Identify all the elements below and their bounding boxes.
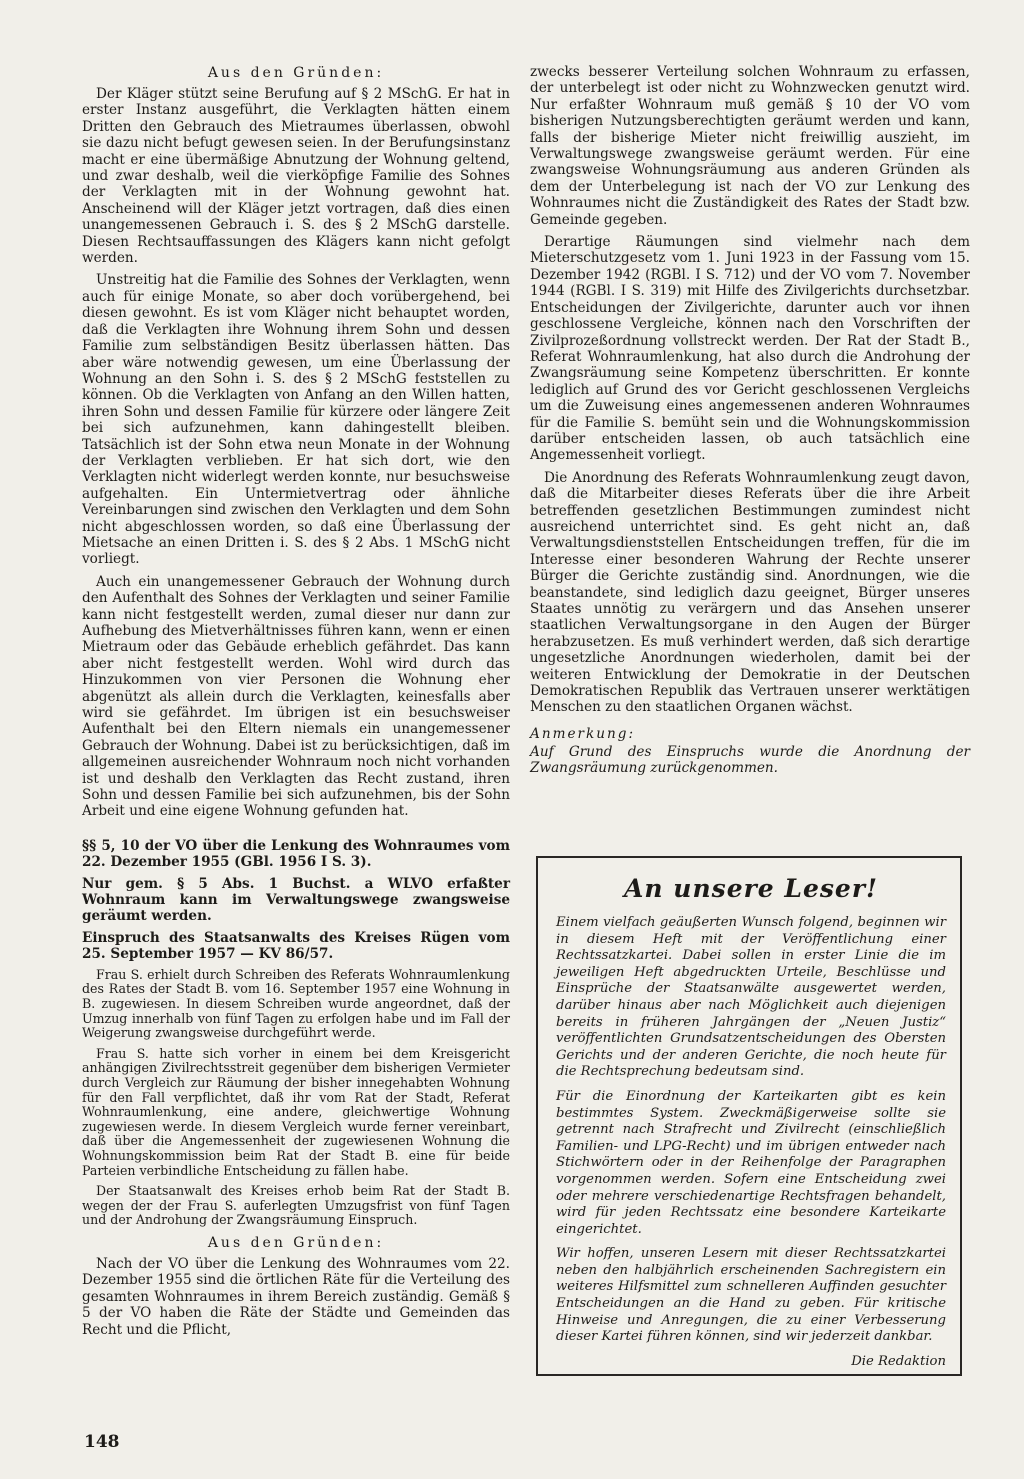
notice-paragraph: Für die Einordnung der Karteikarten gibt es kein bestimmtes System. Zweckmäßigerweise sollte sie getrennt nach Strafrecht und Zivilrecht (einschließlich Familien- und LPG-Recht) und im übrigen entweder nach Stichwörtern oder in der Reihenfolge der Paragraphen vorgenommen werden. Sofern eine Entscheidung zwei oder mehrere verschiedenartige Rechtsfragen behandelt, wird für jeden Rechtssatz eine besondere Karteikarte eingerichtet. xyxy=(556,1088,946,1237)
law-reference-heading: §§ 5, 10 der VO über die Lenkung des Wohnraumes vom 22. Dezember 1955 (GBl. 1956 I S. 3). xyxy=(82,837,510,870)
paragraph: Nach der VO über die Lenkung des Wohnraumes vom 22. Dezember 1955 sind die örtlichen Räte für die Verteilung des gesamten Wohnraumes in ihrem Bereich zuständig. Gemäß § 5 der VO haben die Räte der Städte und Gemeinden das Recht und die Pflicht, xyxy=(82,1255,510,1338)
legal-principle: Nur gem. § 5 Abs. 1 Buchst. a WLVO erfaßter Wohnraum kann im Verwaltungswege zwangsweise geräumt werden. xyxy=(82,875,510,924)
left-column xyxy=(82,64,510,1344)
section-heading-reasons: Aus den Gründen: xyxy=(207,65,385,81)
notice-title: An unsere Leser! xyxy=(623,874,878,903)
notice-paragraph: Wir hoffen, unseren Lesern mit dieser Rechtssatzkartei neben den halbjährlich erscheinenden Sachregistern ein weiteres Hilfsmittel zum schnelleren Auffinden gesuchter Entscheidungen an die Hand zu geben. Für kritische Hinweise und Anregungen, die zu einer Verbesserung dieser Kartei führen können, sind wir jederzeit dankbar. xyxy=(556,1246,946,1345)
paragraph: Derartige Räumungen sind vielmehr nach dem Mieterschutzgesetz vom 1. Juni 1923 in der Fassung vom 15. Dezember 1942 (RGBl. I S. 712) und der VO vom 7. November 1944 (RGBl. I S. 319) mit Hilfe des Zivilgerichts durchsetzbar. Entscheidungen der Zivilgerichte, darunter auch vor ihnen geschlossene Vergleiche, können nach den Vorschriften der Zivilprozeßordnung vollstreckt werden. Der Rat der Stadt B., Referat Wohnraumlenkung, hat also durch die Androhung der Zwangsräumung seine Kompetenz überschritten. Er konnte lediglich auf Grund des vor Gericht geschlossenen Vergleichs um die Zuweisung eines angemessenen anderen Wohnraumes für die Familie S. bemüht sein und die Wohnungskommission darüber entscheiden lassen, ob auch tatsächlich eine Angemessenheit vorliegt. xyxy=(530,234,970,464)
paragraph: Der Staatsanwalt des Kreises erhob beim Rat der Stadt B. wegen der der Frau S. auferlegten Umzugsfrist von fünf Tagen und der Androhung der Zwangsräumung Einspruch. xyxy=(82,1183,510,1228)
paragraph: Unstreitig hat die Familie des Sohnes der Verklagten, wenn auch für einige Monate, so aber doch vorübergehend, bei diesen gewohnt. Es ist vom Kläger nicht behauptet worden, daß die Verklagten ihre Wohnung ihrem Sohn und dessen Familie zum selbständigen Besitz überlassen hätten. Das aber wäre notwendig gewesen, um eine Überlassung der Wohnung an den Sohn i. S. des § 2 MSchG feststellen zu können. Ob die Verklagten von Anfang an den Willen hatten, ihren Sohn und dessen Familie für kürzere oder längere Zeit bei sich aufzunehmen, kann dahingestellt bleiben. Tatsächlich ist der Sohn etwa neun Monate in der Wohnung der Verklagten verblieben. Er hat sich dort, wie den Verklagten nicht widerlegt werden konnte, nur besuchsweise aufgehalten. Ein Untermietvertrag oder ähnliche Vereinbarungen sind zwischen den Verklagten und dem Sohn nicht abgeschlossen worden, so daß eine Überlassung der Mietsache an einen Dritten i. S. des § 2 Abs. 1 MSchG nicht vorliegt. xyxy=(82,272,510,568)
paragraph: zwecks besserer Verteilung solchen Wohnraum zu erfassen, der unterbelegt ist oder nicht zu Wohnzwecken genutzt wird. Nur erfaßter Wohnraum muß gemäß § 10 der VO vom bisherigen Nutzungsberechtigten geräumt werden und kann, falls der bisherige Mieter nicht freiwillig auszieht, im Verwaltungswege zwangsweise geräumt werden. Für eine zwangsweise Wohnungsräumung aus anderen Gründen als dem der Unterbelegung ist nach der VO zur Lenkung des Wohnraumes nicht die Zuständigkeit des Rates der Stadt bzw. Gemeinde gegeben. xyxy=(530,64,970,228)
section-heading-reasons: Aus den Gründen: xyxy=(207,1234,385,1251)
case-facts xyxy=(82,968,510,1228)
paragraph: Frau S. erhielt durch Schreiben des Referats Wohnraumlenkung des Rates der Stadt B. vom 16. September 1957 eine Wohnung in B. zugewiesen. In diesem Schreiben wurde angeordnet, daß der Umzug innerhalb von fünf Tagen zu erfolgen habe und im Fall der Weigerung zwangsweise durchgeführt werde. xyxy=(82,966,510,1041)
annotation-label: Anmerkung: xyxy=(530,725,636,742)
paragraph: Die Anordnung des Referats Wohnraumlenkung zeugt davon, daß die Mitarbeiter dieses Referats über die ihre Arbeit betreffenden gesetzlichen Bestimmungen zumindest nicht ausreichend unterrichtet sind. Es geht nicht an, daß Verwaltungsdienststellen Entscheidungen treffen, für die im Interesse einer besonderen Wahrung der Rechte unserer Bürger die Gerichte zuständig sind. Anordnungen, wie die beanstandete, sind lediglich dazu geeignet, Bürger unseres Staates unnötig zu verärgern und das Ansehen unserer staatlichen Verwaltungsorgane in den Augen der Bürger herabzusetzen. Es muß verhindert werden, daß sich derartige ungesetzliche Anordnungen wiederholen, damit bei der weiteren Entwicklung der Demokratie in der Deutschen Demokratischen Republik das Vertrauen unserer werktätigen Menschen zu den staatlichen Organen wächst. xyxy=(530,469,970,716)
paragraph: Frau S. hatte sich vorher in einem bei dem Kreisgericht anhängigen Zivilrechtsstreit gegenüber dem bisherigen Vermieter durch Vergleich zur Räumung der bisher innegehabten Wohnung für den Fall verpflichtet, daß ihr vom Rat der Stadt, Referat Wohnraumlenkung, eine andere, gleichwertige Wohnung zugewiesen werde. In diesem Vergleich wurde ferner vereinbart, daß über die Angemessenheit der zugewiesenen Wohnung die Wohnungskommission beim Rat der Stadt B. eine für beide Parteien verbindliche Entscheidung zu fällen habe. xyxy=(82,1045,510,1178)
paragraph: Der Kläger stützt seine Berufung auf § 2 MSchG. Er hat in erster Instanz ausgeführt, die Verklagten hätten einem Dritten den Gebrauch des Mietraumes überlassen, obwohl sie dazu nicht befugt gewesen seien. In der Berufungsinstanz macht er eine übermäßige Abnutzung der Wohnung geltend, und zwar deshalb, weil die vierköpfige Familie des Sohnes der Verklagten mit in der Wohnung gewohnt hat. Anscheinend will der Kläger jetzt vortragen, daß dies einen unangemessenen Gebrauch i. S. des § 2 MSchG darstelle. Diesen Rechtsauffassungen des Klägers kann nicht gefolgt werden. xyxy=(82,86,510,267)
paragraph: Auch ein unangemessener Gebrauch der Wohnung durch den Aufenthalt des Sohnes der Verklagten und seiner Familie kann nicht festgestellt werden, zumal dieser nur dann zur Aufhebung des Mietverhältnisses führen kann, wenn er einen Mietraum oder das Gebäude erheblich gefährdet. Das kann aber nicht festgestellt werden. Wohl wird durch das Hinzukommen von vier Personen die Wohnung eher abgenützt als allein durch die Verklagten, keinesfalls aber wird sie gefährdet. Im übrigen ist ein besuchsweiser Aufenthalt bei den Eltern niemals ein unangemessener Gebrauch der Wohnung. Dabei ist zu berücksichtigen, daß im allgemeinen ausreichender Wohnraum noch nicht vorhanden ist und deshalb den Verklagten das Recht zustand, ihren Sohn und dessen Familie bei sich aufzunehmen, bis der Sohn Arbeit und eine eigene Wohnung gefunden hat. xyxy=(82,573,510,820)
right-column xyxy=(530,64,970,777)
notice-box xyxy=(536,856,962,1376)
notice-paragraph: Einem vielfach geäußerten Wunsch folgend, beginnen wir in diesem Heft mit der Veröffentlichung einer Rechtssatzkartei. Dabei sollen in erster Linie die im jeweiligen Heft abgedruckten Urteile, Beschlüsse und Einsprüche der Staatsanwälte ausgewertet werden, darüber hinaus aber nach Möglichkeit auch diejenigen bereits in früheren Jahrgängen der „Neuen Justiz“ veröffentlichten Grundsatzentscheidungen des Obersten Gerichts und der anderen Gerichte, die noch heute für die Rechtsprechung bedeutsam sind. xyxy=(556,915,946,1080)
annotation-text: Auf Grund des Einspruchs wurde die Anordnung der Zwangsräumung zurückgenommen. xyxy=(530,743,970,777)
notice-signature: Die Redaktion xyxy=(851,1353,946,1369)
case-reference: Einspruch des Staatsanwalts des Kreises Rügen vom 25. September 1957 — KV 86/57. xyxy=(82,929,510,962)
page-number: 148 xyxy=(84,1432,120,1452)
